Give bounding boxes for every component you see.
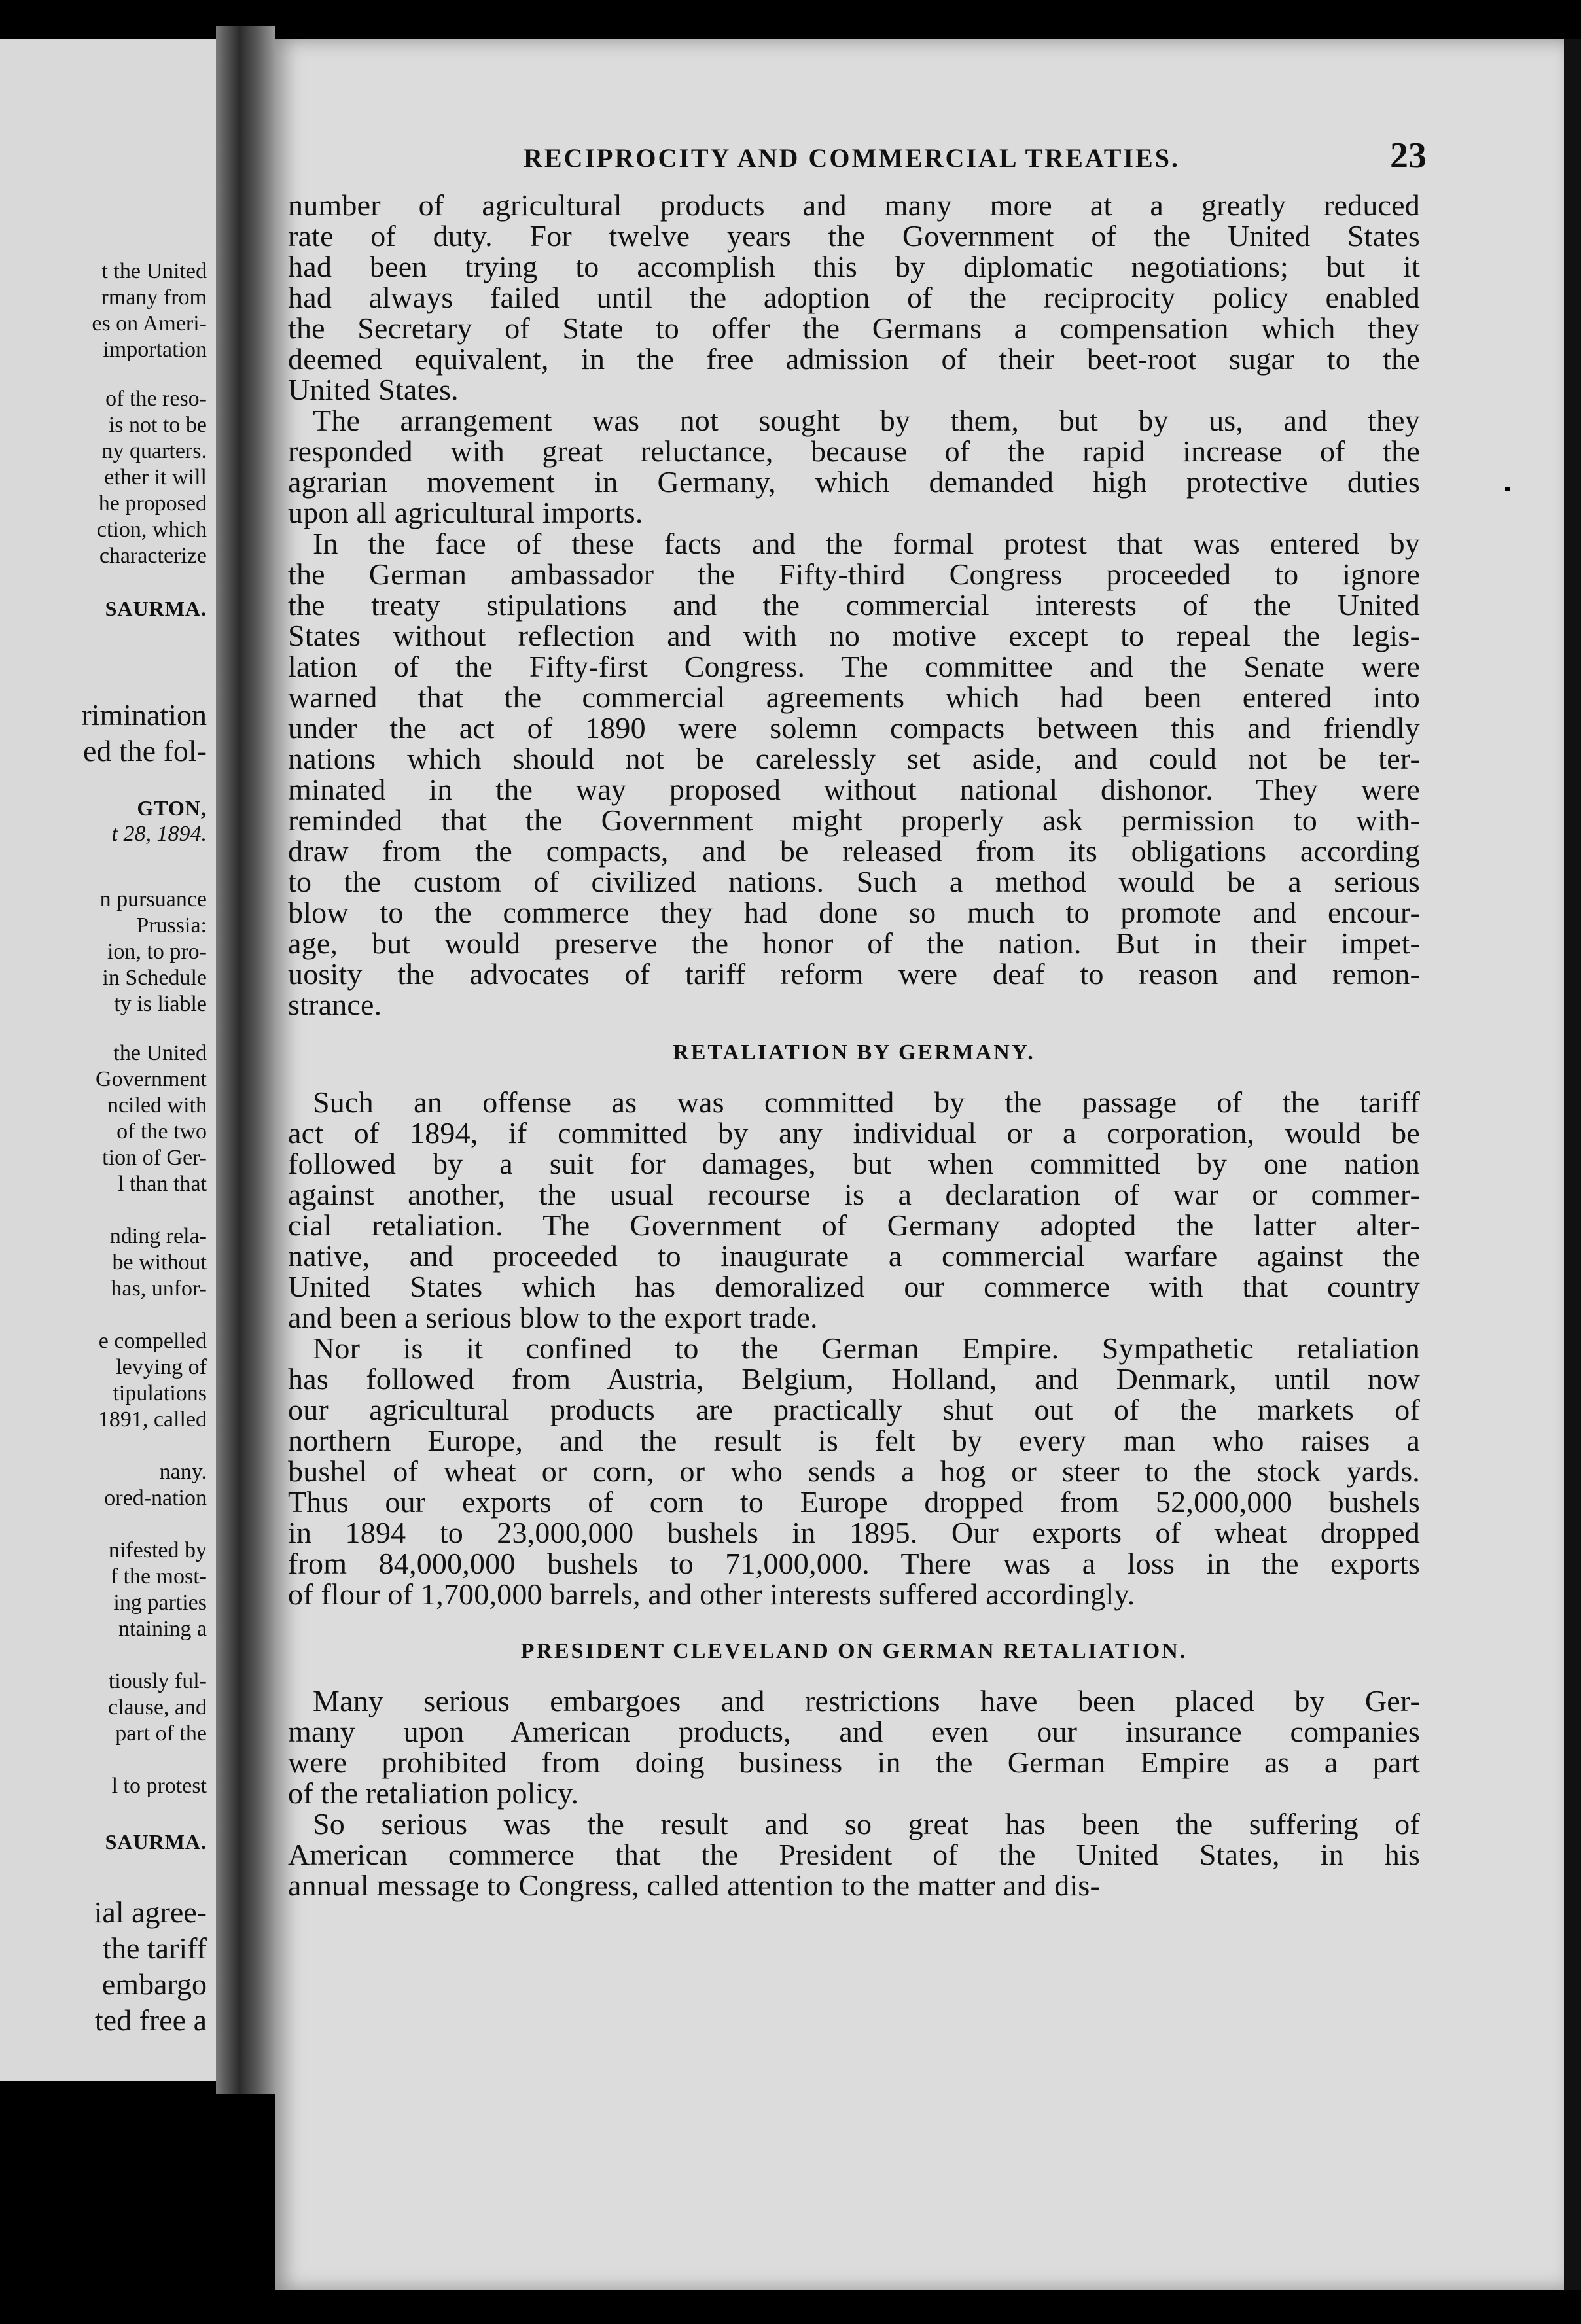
text-line: native, and proceeded to inaugurate a commercial warfare against the <box>288 1239 1420 1273</box>
text-line: minated in the way proposed without national dishonor. They were <box>288 773 1420 806</box>
text-line: In the face of these facts and the formal protest that was entered by <box>313 527 1420 560</box>
text-line: So serious was the result and so great has been the suffering of <box>313 1807 1420 1840</box>
facing-page-line: 1891, called <box>98 1407 207 1432</box>
text-line: were prohibited from doing business in the German Empire as a part <box>288 1746 1420 1779</box>
text-line: warned that the commercial agreements which had been entered into <box>288 680 1420 714</box>
page-body <box>288 190 1420 1901</box>
text-line: Thus our exports of corn to Europe dropped from 52,000,000 bushels <box>288 1485 1420 1519</box>
facing-page-line: l than that <box>118 1172 207 1196</box>
facing-page-line: t the United <box>101 259 207 283</box>
paragraph <box>288 1087 1420 1333</box>
text-line: the Secretary of State to offer the Germans a compensation which they <box>288 311 1420 345</box>
text-line: reminded that the Government might properly ask permission to with- <box>288 803 1420 837</box>
facing-page-line: nifested by <box>108 1538 207 1562</box>
text-line: number of agricultural products and many more at a greatly reduced <box>288 188 1420 222</box>
facing-page-line: Prussia: <box>136 913 207 938</box>
text-line: northern Europe, and the result is felt by every man who raises a <box>288 1424 1420 1457</box>
facing-page-line: be without <box>112 1250 207 1275</box>
facing-page-line: nciled with <box>107 1093 207 1118</box>
facing-page-line: ted free a <box>94 2003 207 2037</box>
facing-page-line: is not to be <box>108 413 207 437</box>
facing-page-line: rmany from <box>101 285 207 309</box>
facing-page-line: ion, to pro- <box>107 940 207 964</box>
facing-page-line: the tariff <box>103 1931 207 1965</box>
paragraph <box>288 1808 1420 1901</box>
text-line: and been a serious blow to the export trade. <box>288 1301 818 1334</box>
facing-page-line: ether it will <box>104 465 207 489</box>
text-line: United States which has demoralized our commerce with that country <box>288 1270 1420 1303</box>
text-line: deemed equivalent, in the free admission of their beet-root sugar to the <box>288 342 1420 376</box>
text-line: rate of duty. For twelve years the Government of the United States <box>288 219 1420 253</box>
running-head: RECIPROCITY AND COMMERCIAL TREATIES. <box>524 143 1180 173</box>
text-line: States without reflection and with no motive except to repeal the legis- <box>288 619 1420 652</box>
facing-page-line: importation <box>103 338 207 362</box>
facing-page-line: levying of <box>116 1355 207 1379</box>
section-heading-retaliation: RETALIATION BY GERMANY. <box>673 1040 1035 1065</box>
paragraph <box>288 405 1420 528</box>
facing-page-line: nany. <box>159 1460 207 1484</box>
text-line: upon all agricultural imports. <box>288 496 643 529</box>
text-line: act of 1894, if committed by any individual or a corporation, would be <box>288 1116 1420 1150</box>
facing-page-line: Government <box>96 1067 207 1091</box>
text-line: uosity the advocates of tariff reform were deaf to reason and remon- <box>288 957 1420 991</box>
section-heading-cleveland: PRESIDENT CLEVELAND ON GERMAN RETALIATION. <box>520 1639 1188 1663</box>
facing-page-line: es on Ameri- <box>92 311 207 336</box>
facing-page-line: ntaining a <box>118 1617 207 1641</box>
text-line: in 1894 to 23,000,000 bushels in 1895. Our exports of wheat dropped <box>288 1516 1420 1549</box>
page-header <box>249 131 1427 177</box>
facing-page-line: of the two <box>116 1119 207 1144</box>
facing-page-line: SAURMA. <box>105 1830 207 1854</box>
facing-page-fragment <box>0 39 216 2081</box>
facing-page-line: tipulations <box>113 1381 207 1405</box>
paragraph <box>288 1685 1420 1808</box>
text-line: strance. <box>288 988 382 1021</box>
text-line: Such an offense as was committed by the passage of the tariff <box>313 1085 1420 1119</box>
facing-page-line: ty is liable <box>114 992 207 1016</box>
text-line: followed by a suit for damages, but when committed by one nation <box>288 1147 1420 1180</box>
facing-page-line: in Schedule <box>102 966 207 990</box>
facing-page-line: ed the fol- <box>82 734 207 767</box>
facing-page-line: tiously ful- <box>108 1669 207 1693</box>
facing-page-line: rimination <box>81 698 207 731</box>
text-line: United States. <box>288 373 459 406</box>
facing-page-line: he proposed <box>98 491 207 516</box>
facing-page-line: SAURMA. <box>105 597 207 620</box>
paragraph <box>288 528 1420 1020</box>
text-line: draw from the compacts, and be released from its obligations according <box>288 834 1420 868</box>
facing-page-line: GTON, <box>137 796 207 820</box>
facing-page-line: t 28, 1894. <box>111 822 207 846</box>
text-line: many upon American products, and even our insurance companies <box>288 1715 1420 1748</box>
text-line: Nor is it confined to the German Empire. Sympathetic retaliation <box>313 1331 1420 1365</box>
facing-page-line: nding rela- <box>109 1224 207 1248</box>
book-gutter <box>216 26 275 2094</box>
facing-page-line: has, unfor- <box>111 1276 207 1301</box>
facing-page-line: ny quarters. <box>101 439 207 463</box>
text-line: our agricultural products are practically shut out of the markets of <box>288 1393 1420 1426</box>
facing-page-line: ored-nation <box>104 1486 207 1510</box>
facing-page-line: ction, which <box>96 518 207 542</box>
facing-page-line: tion of Ger- <box>102 1146 207 1170</box>
facing-page-line: f the most- <box>110 1564 207 1589</box>
text-line: to the custom of civilized nations. Such a method would be a serious <box>288 865 1420 898</box>
facing-page-line: embargo <box>101 1967 207 2001</box>
text-line: of flour of 1,700,000 barrels, and other interests suffered accordingly. <box>288 1577 1135 1611</box>
text-line: had always failed until the adoption of the reciprocity policy enabled <box>288 281 1420 314</box>
text-line: cial retaliation. The Government of Germany adopted the latter alter- <box>288 1208 1420 1242</box>
facing-page-line: clause, and <box>107 1695 207 1719</box>
text-line: responded with great reluctance, because of the rapid increase of the <box>288 434 1420 468</box>
paragraph <box>288 190 1420 405</box>
page-edge-shadow <box>1564 39 1581 2290</box>
text-line: under the act of 1890 were solemn compacts between this and friendly <box>288 711 1420 745</box>
text-line: the treaty stipulations and the commercial interests of the United <box>288 588 1420 622</box>
text-line: lation of the Fifty-first Congress. The committee and the Senate were <box>288 650 1420 683</box>
facing-page-line: of the reso- <box>105 387 207 411</box>
paragraph <box>288 1333 1420 1610</box>
text-line: The arrangement was not sought by them, but by us, and they <box>313 404 1420 437</box>
text-line: blow to the commerce they had done so much to promote and encour- <box>288 896 1420 929</box>
facing-page-line: l to protest <box>111 1774 207 1798</box>
text-line: bushel of wheat or corn, or who sends a hog or steer to the stock yards. <box>288 1454 1420 1488</box>
text-line: agrarian movement in Germany, which demanded high protective duties <box>288 465 1420 499</box>
text-line: from 84,000,000 bushels to 71,000,000. There was a loss in the exports <box>288 1547 1420 1580</box>
text-line: Many serious embargoes and restrictions have been placed by Ger- <box>313 1684 1420 1717</box>
text-line: nations which should not be carelessly set aside, and could not be ter- <box>288 742 1420 775</box>
text-line: American commerce that the President of the United States, in his <box>288 1838 1420 1871</box>
facing-page-line: the United <box>113 1041 207 1065</box>
facing-page-line: n pursuance <box>99 887 207 911</box>
facing-page-line: ing parties <box>113 1591 207 1615</box>
text-line: of the retaliation policy. <box>288 1776 579 1810</box>
facing-page-line: part of the <box>115 1721 207 1746</box>
text-line: age, but would preserve the honor of the nation. But in their impet- <box>288 926 1420 960</box>
text-line: annual message to Congress, called attention to the matter and dis- <box>288 1869 1101 1902</box>
facing-page-line: characterize <box>99 544 207 568</box>
scan-speck <box>1505 487 1510 491</box>
text-line: has followed from Austria, Belgium, Holland, and Denmark, until now <box>288 1362 1420 1396</box>
page-number: 23 <box>1390 135 1427 176</box>
text-line: the German ambassador the Fifty-third Congress proceeded to ignore <box>288 557 1420 591</box>
scan-speck <box>177 5 183 14</box>
text-line: had been trying to accomplish this by diplomatic negotiations; but it <box>288 250 1420 283</box>
facing-page-line: ial agree- <box>94 1895 207 1929</box>
facing-page-line: e compelled <box>98 1329 207 1353</box>
text-line: against another, the usual recourse is a declaration of war or commer- <box>288 1178 1420 1211</box>
